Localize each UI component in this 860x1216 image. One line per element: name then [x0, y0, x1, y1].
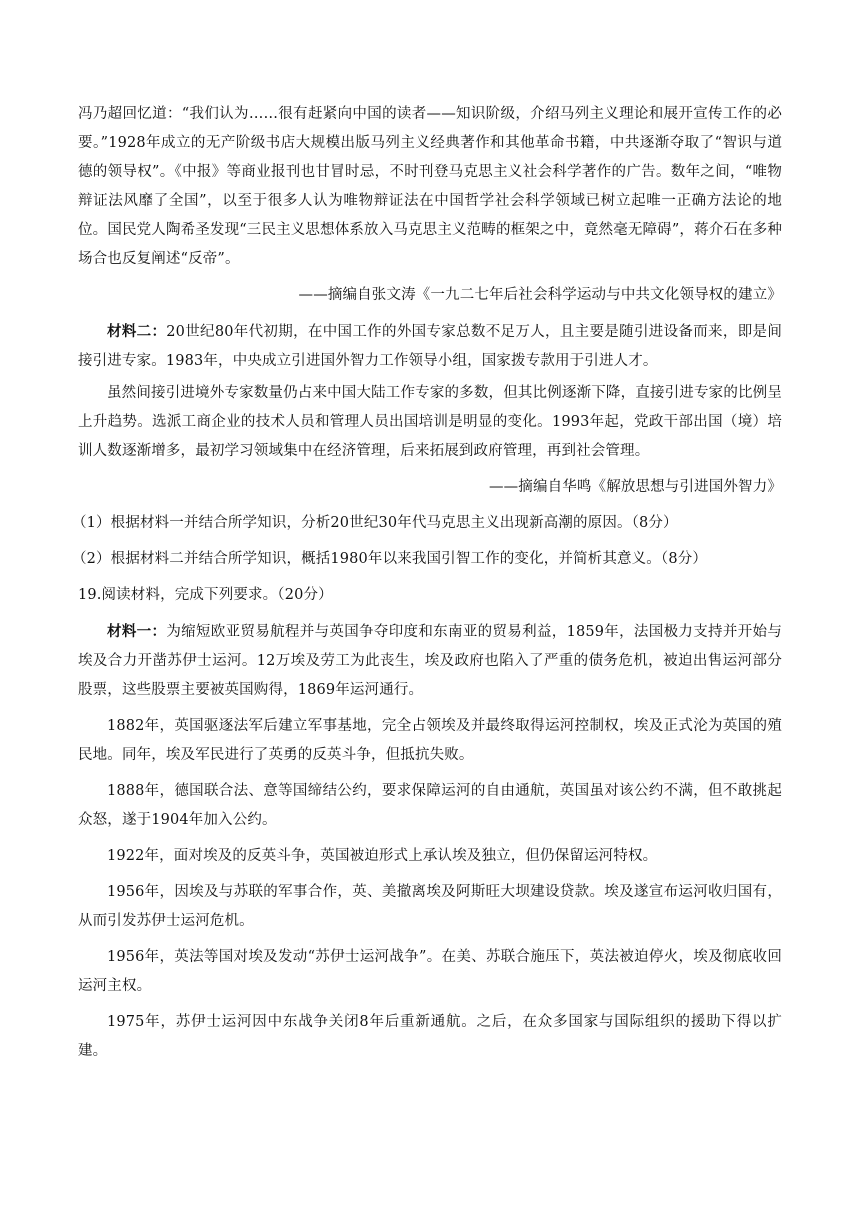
event-1956-war: 1956年，英法等国对埃及发动“苏伊士运河战争”。在美、苏联合施压下，英法被迫停火，埃及彻底收回运河主权。	[78, 949, 782, 994]
event-1922: 1922年，面对埃及的反英斗争，英国被迫形式上承认埃及独立，但仍保留运河特权。	[107, 848, 658, 864]
q19-material1-text: 为缩短欧亚贸易航程并与英国争夺印度和东南亚的贸易利益，1859年，法国极力支持并开始与埃及合力开凿苏伊士运河。12万埃及劳工为此丧生，埃及政府也陷入了严重的债务危机，被迫出售运河部分股票，这些股票主要被英国购得，1869年运河通行。	[78, 624, 782, 698]
material2-para1-text: 20世纪80年代初期，在中国工作的外国专家总数不足万人，且主要是随引进设备而来，即是间接引进专家。1983年，中央成立引进国外智力工作领导小组，国家拨专款用于引进人才。	[78, 324, 782, 369]
question-1: （1）根据材料一并结合所学知识，分析20世纪30年代马克思主义出现新高潮的原因。（8分）	[72, 515, 678, 531]
material2-paragraph-1	[78, 317, 782, 376]
material1-source: ——摘编自张文涛《一九二七年后社会科学运动与中共文化领导权的建立》	[298, 287, 782, 303]
event-1956-nationalization: 1956年，因埃及与苏联的军事合作，英、美撤离埃及阿斯旺大坝建设贷款。埃及遂宣布运河收归国有，从而引发苏伊士运河危机。	[78, 884, 782, 929]
q19-material1-label: 材料一：	[107, 623, 167, 640]
event-1882: 1882年，英国驱逐法军后建立军事基地，完全占领埃及并最终取得运河控制权，埃及正式沦为英国的殖民地。同年，埃及军民进行了英勇的反英斗争，但抵抗失败。	[78, 718, 782, 763]
material2-label: 材料二：	[107, 323, 167, 340]
question-2: （2）根据材料二并结合所学知识，概括1980年以来我国引智工作的变化，并简析其意义。（8分）	[72, 551, 707, 567]
material2-paragraph-2: 虽然间接引进境外专家数量仍占来中国大陆工作专家的多数，但其比例逐渐下降，直接引进专家的比例呈上升趋势。选派工商企业的技术人员和管理人员出国培训是明显的变化。1993年起，党政干部出国（境）培训人数逐渐增多，最初学习领域集中在经济管理，后来拓展到政府管理，再到社会管理。	[78, 385, 782, 459]
event-1888: 1888年，德国联合法、意等国缔结公约，要求保障运河的自由通航，英国虽对该公约不满，但不敢挑起众怒，遂于1904年加入公约。	[78, 783, 782, 828]
event-1975: 1975年，苏伊士运河因中东战争关闭8年后重新通航。之后，在众多国家与国际组织的援助下得以扩建。	[78, 1014, 782, 1059]
material1-continuation: 冯乃超回忆道：“我们认为……很有赶紧向中国的读者——知识阶级，介绍马列主义理论和展开宣传工作的必要。”1928年成立的无产阶级书店大规模出版马列主义经典著作和其他革命书籍，中共逐渐夺取了“智识与道德的领导权”。《中报》等商业报刊也甘冒时忌，不时刊登马克思主义社会科学著作的广告。数年之间，“唯物辩证法风靡了全国”，以至于很多人认为唯物辩证法在中国哲学社会科学领域已树立起唯一正确方法论的地位。国民党人陶希圣发现“三民主义思想体系放入马克思主义范畴的框架之中，竟然毫无障碍”，蒋介石在多种场合也反复阐述“反帝”。	[78, 106, 782, 267]
question-19-heading: 19.阅读材料，完成下列要求。（20分）	[78, 587, 333, 603]
q19-material1-paragraph	[78, 617, 782, 705]
material2-source: ——摘编自华鸣《解放思想与引进国外智力》	[489, 479, 782, 495]
